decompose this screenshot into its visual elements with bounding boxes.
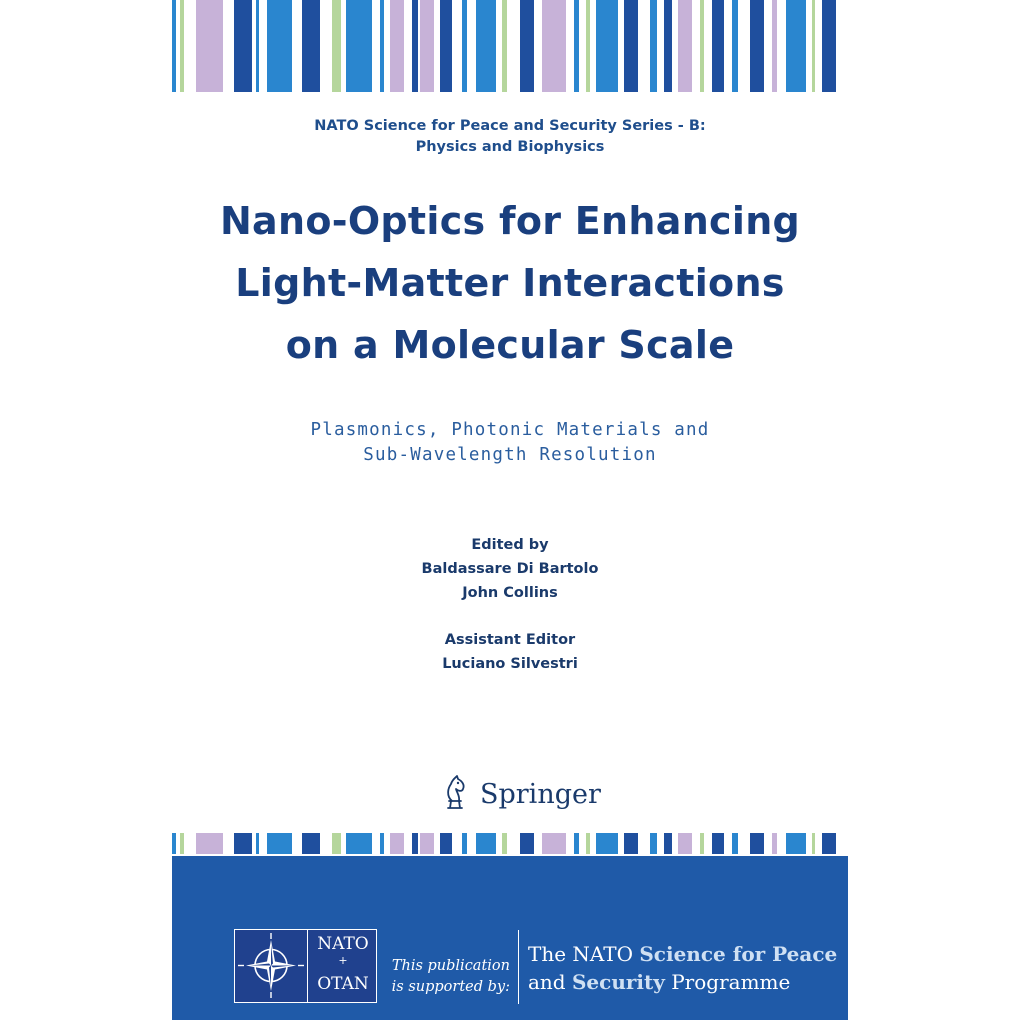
nato-footer-band <box>172 856 848 1020</box>
book-title <box>172 190 848 376</box>
decorative-stripe <box>596 833 618 854</box>
programme-line-2 <box>528 968 837 996</box>
decorative-stripe <box>712 0 724 92</box>
decorative-stripe <box>822 0 836 92</box>
subtitle-line-1: Plasmonics, Photonic Materials and <box>310 420 710 440</box>
decorative-stripe <box>172 833 176 854</box>
programme-text: The NATO <box>528 942 633 966</box>
decorative-stripe <box>346 0 372 92</box>
decorative-stripe <box>650 0 657 92</box>
decorative-stripe <box>462 833 467 854</box>
subtitle-line-2: Sub-Wavelength Resolution <box>363 445 657 465</box>
programme-highlight: Science for Peace <box>639 942 838 966</box>
decorative-stripe <box>420 0 434 92</box>
decorative-stripe <box>476 833 496 854</box>
nato-plus-sign: + <box>338 954 348 967</box>
book-cover <box>172 0 848 1020</box>
nato-otan-logo <box>234 929 377 1003</box>
decorative-stripe <box>700 0 704 92</box>
programme-text: and <box>528 970 566 994</box>
decorative-stripe <box>750 833 764 854</box>
decorative-stripe <box>390 0 404 92</box>
decorative-stripe <box>380 833 384 854</box>
decorative-stripe <box>574 0 579 92</box>
editor-name: John Collins <box>462 585 558 601</box>
decorative-stripe <box>586 833 590 854</box>
decorative-stripe <box>750 0 764 92</box>
programme-highlight: Security <box>571 970 665 994</box>
decorative-stripe <box>772 0 777 92</box>
decorative-stripe <box>440 0 452 92</box>
decorative-stripe <box>786 833 806 854</box>
footer-divider <box>518 930 519 1004</box>
publication-support-note <box>390 956 510 998</box>
book-subtitle <box>172 418 848 468</box>
editors-block <box>172 533 848 676</box>
decorative-stripe <box>172 0 176 92</box>
series-line-2: Physics and Biophysics <box>415 139 605 155</box>
decorative-stripe <box>586 0 590 92</box>
assistant-editor-label: Assistant Editor <box>444 632 576 648</box>
springer-chess-knight-icon <box>440 772 470 816</box>
decorative-stripe <box>574 833 579 854</box>
decorative-stripe <box>542 833 566 854</box>
decorative-stripe <box>712 833 724 854</box>
decorative-stripe <box>196 833 223 854</box>
edited-by-label: Edited by <box>471 537 549 553</box>
decorative-stripe <box>502 833 507 854</box>
decorative-stripe <box>267 0 292 92</box>
series-line-1: NATO Science for Peace and Security Series - B: <box>314 118 706 134</box>
decorative-stripe <box>234 833 252 854</box>
decorative-stripe <box>332 0 341 92</box>
decorative-stripes-bottom <box>172 833 848 854</box>
decorative-stripes-top <box>172 0 848 92</box>
decorative-stripe <box>390 833 404 854</box>
decorative-stripe <box>302 0 320 92</box>
programme-text: Programme <box>671 970 791 994</box>
publisher-logo <box>440 772 601 816</box>
decorative-stripe <box>812 0 815 92</box>
decorative-stripe <box>440 833 452 854</box>
decorative-stripe <box>786 0 806 92</box>
decorative-stripe <box>196 0 223 92</box>
title-line-3: on a Molecular Scale <box>285 323 735 367</box>
decorative-stripe <box>664 833 672 854</box>
decorative-stripe <box>678 0 692 92</box>
decorative-stripe <box>234 0 252 92</box>
decorative-stripe <box>650 833 657 854</box>
decorative-stripe <box>678 833 692 854</box>
decorative-stripe <box>596 0 618 92</box>
decorative-stripe <box>822 833 836 854</box>
pub-note-line-1: This publication <box>391 958 510 974</box>
decorative-stripe <box>180 833 184 854</box>
otan-word: OTAN <box>317 974 369 994</box>
decorative-stripe <box>812 833 815 854</box>
decorative-stripe <box>502 0 507 92</box>
decorative-stripe <box>346 833 372 854</box>
decorative-stripe <box>267 833 292 854</box>
decorative-stripe <box>412 0 418 92</box>
decorative-stripe <box>624 0 638 92</box>
decorative-stripe <box>420 833 434 854</box>
decorative-stripe <box>462 0 467 92</box>
pub-note-line-2: is supported by: <box>391 979 510 995</box>
decorative-stripe <box>772 833 777 854</box>
decorative-stripe <box>624 833 638 854</box>
decorative-stripe <box>520 0 534 92</box>
editor-name: Baldassare Di Bartolo <box>421 561 599 577</box>
decorative-stripe <box>732 0 738 92</box>
decorative-stripe <box>332 833 341 854</box>
decorative-stripe <box>700 833 704 854</box>
publisher-name: Springer <box>480 778 601 810</box>
programme-line-1 <box>528 940 837 968</box>
series-name <box>172 116 848 158</box>
decorative-stripe <box>380 0 384 92</box>
decorative-stripe <box>732 833 738 854</box>
decorative-stripe <box>302 833 320 854</box>
decorative-stripe <box>542 0 566 92</box>
nato-word: NATO <box>317 934 369 954</box>
assistant-editor-name: Luciano Silvestri <box>442 656 578 672</box>
decorative-stripe <box>412 833 418 854</box>
decorative-stripe <box>664 0 672 92</box>
title-line-1: Nano-Optics for Enhancing <box>219 199 801 243</box>
decorative-stripe <box>520 833 534 854</box>
title-line-2: Light-Matter Interactions <box>235 261 785 305</box>
programme-name <box>528 940 837 996</box>
decorative-stripe <box>476 0 496 92</box>
nato-otan-wordmark <box>307 930 378 1002</box>
decorative-stripe <box>256 833 259 854</box>
decorative-stripe <box>180 0 184 92</box>
decorative-stripe <box>256 0 259 92</box>
